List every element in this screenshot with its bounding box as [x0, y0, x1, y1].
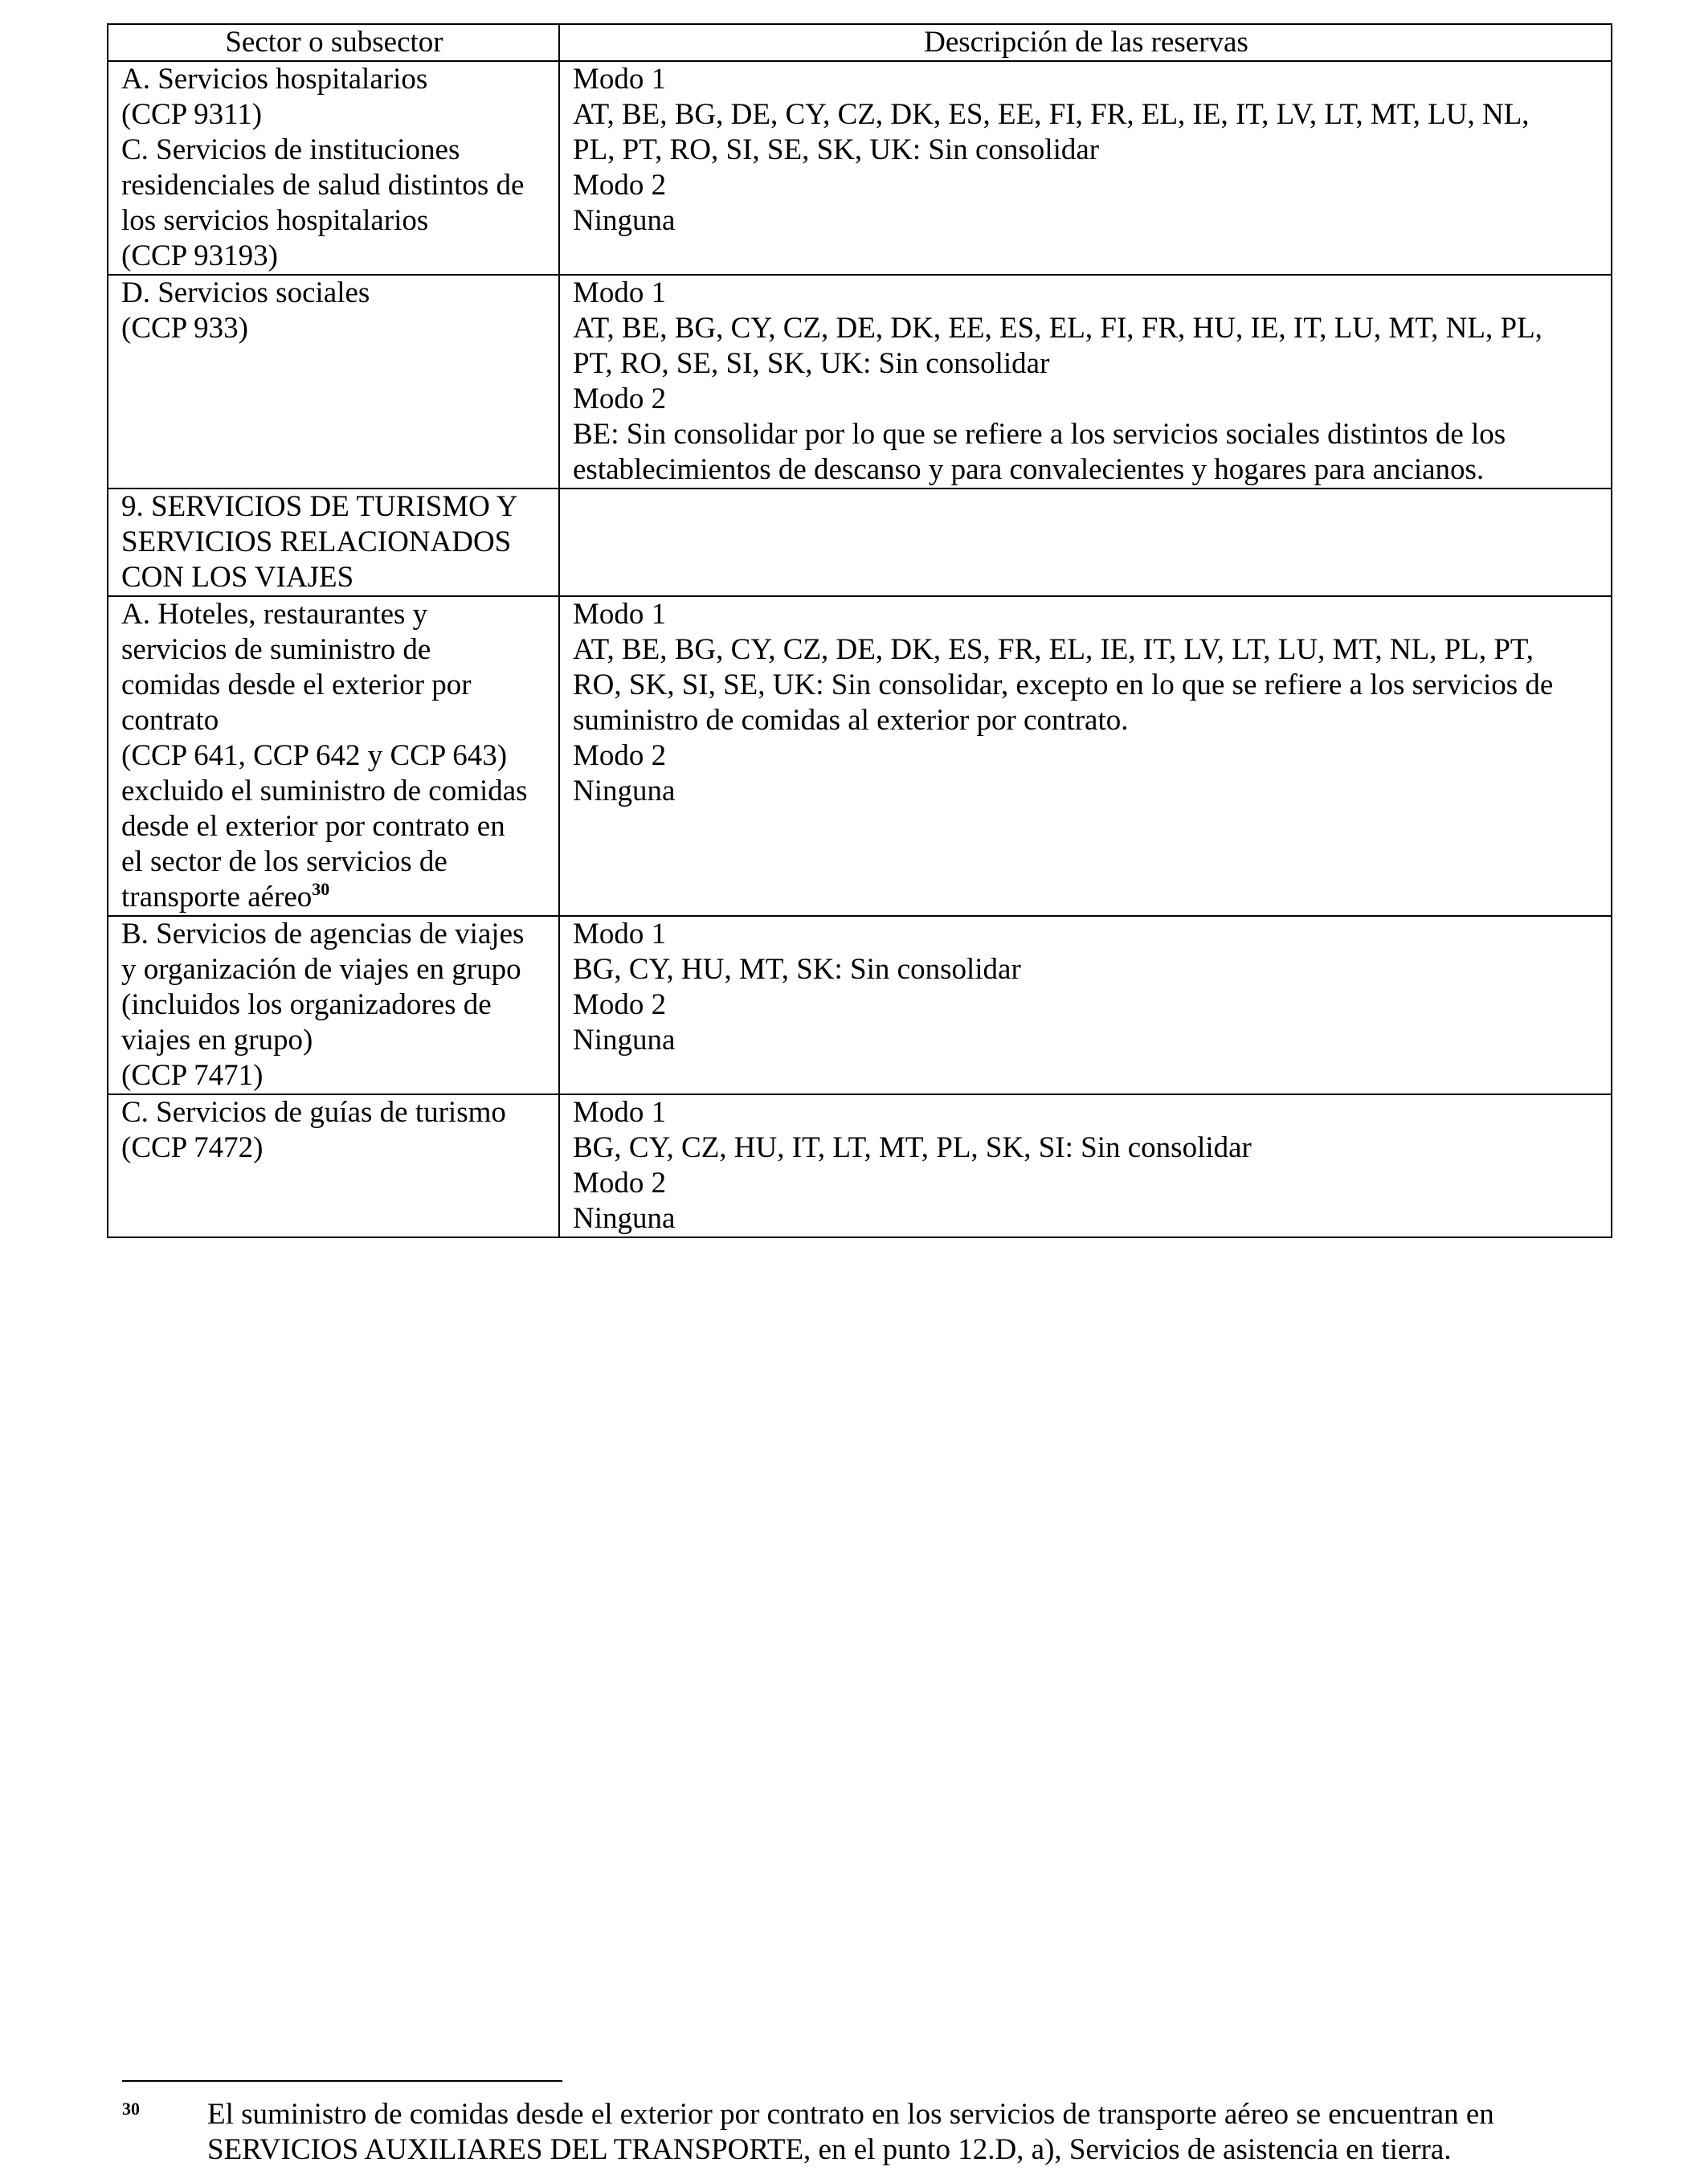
sector-line: excluido el suministro de comidas [121, 775, 528, 807]
sector-line: C. Servicios de instituciones [121, 133, 460, 166]
sector-line: B. Servicios de agencias de viajes [121, 918, 525, 950]
description-line: Modo 1 [573, 276, 667, 309]
footnote-text [207, 2097, 1608, 2168]
description-cell-empty [559, 489, 1612, 596]
table-row [108, 916, 1612, 1094]
sector-line-with-footnote [121, 880, 547, 915]
sector-line: residenciales de salud distintos de [121, 169, 525, 202]
description-line: Modo 1 [573, 598, 667, 631]
sector-cell [108, 61, 559, 275]
table-row [108, 1094, 1612, 1237]
description-line: Modo 1 [573, 63, 667, 96]
table-row-section [108, 489, 1612, 596]
sector-line: comidas desde el exterior por [121, 668, 472, 701]
description-line: Modo 1 [573, 1096, 667, 1129]
footnote-number: 30 [122, 2099, 140, 2119]
description-line: BG, CY, CZ, HU, IT, LT, MT, PL, SK, SI: Sin consolidar [573, 1131, 1252, 1164]
description-line: establecimientos de descanso y para convalecientes y hogares para ancianos. [573, 453, 1485, 486]
description-line: Modo 2 [573, 988, 667, 1021]
sector-line: 9. SERVICIOS DE TURISMO Y [121, 490, 518, 523]
description-line: PL, PT, RO, SI, SE, SK, UK: Sin consolidar [573, 133, 1100, 166]
description-line: Modo 2 [573, 169, 667, 202]
footnote-line: SERVICIOS AUXILIARES DEL TRANSPORTE, en el punto 12.D, a), Servicios de asistencia en tierra. [207, 2133, 1452, 2166]
sector-line: (incluidos los organizadores de [121, 988, 492, 1021]
description-line: Modo 2 [573, 1167, 667, 1200]
description-line: Modo 2 [573, 739, 667, 772]
sector-line: viajes en grupo) [121, 1024, 313, 1057]
sector-line: los servicios hospitalarios [121, 204, 429, 237]
sector-line: el sector de los servicios de [121, 845, 447, 878]
description-cell [559, 596, 1612, 916]
sector-cell [108, 596, 559, 916]
description-line: AT, BE, BG, CY, CZ, DE, DK, EE, ES, EL, FI, FR, HU, IE, IT, LU, MT, NL, PL, [573, 312, 1543, 345]
description-cell [559, 275, 1612, 489]
description-line: BE: Sin consolidar por lo que se refiere a los servicios sociales distintos de los [573, 418, 1506, 451]
table-row [108, 275, 1612, 489]
sector-line: (CCP 7471) [121, 1059, 264, 1092]
sector-cell [108, 275, 559, 489]
sector-line: (CCP 933) [121, 312, 248, 345]
sector-line: CON LOS VIAJES [121, 561, 354, 594]
sector-cell [108, 489, 559, 596]
description-cell [559, 1094, 1612, 1237]
sector-line-text: transporte aéreo [121, 881, 313, 914]
sector-cell [108, 1094, 559, 1237]
description-line: Modo 1 [573, 918, 667, 950]
sector-line: (CCP 93193) [121, 239, 278, 272]
description-cell [559, 916, 1612, 1094]
footnote-line: El suministro de comidas desde el exterior por contrato en los servicios de transporte aéreo se encuentran en [207, 2098, 1494, 2131]
footnote-reference[interactable]: 30 [312, 879, 330, 899]
description-line: Modo 2 [573, 382, 667, 415]
sector-line: A. Servicios hospitalarios [121, 63, 428, 96]
sector-line: D. Servicios sociales [121, 276, 370, 309]
sector-line: (CCP 641, CCP 642 y CCP 643) [121, 739, 508, 772]
description-line: Ninguna [573, 775, 676, 807]
sector-line: C. Servicios de guías de turismo [121, 1096, 506, 1129]
description-line: suministro de comidas al exterior por contrato. [573, 704, 1129, 737]
sector-line: y organización de viajes en grupo [121, 953, 521, 986]
description-line: AT, BE, BG, DE, CY, CZ, DK, ES, EE, FI, FR, EL, IE, IT, LV, LT, MT, LU, NL, [573, 98, 1530, 131]
reservations-table [107, 23, 1612, 1238]
table-row [108, 596, 1612, 916]
description-line: Ninguna [573, 1202, 676, 1235]
sector-line: servicios de suministro de [121, 633, 431, 666]
description-line: AT, BE, BG, CY, CZ, DE, DK, ES, FR, EL, IE, IT, LV, LT, LU, MT, NL, PL, PT, [573, 633, 1534, 666]
header-sector: Sector o subsector [108, 24, 559, 61]
sector-line: (CCP 9311) [121, 98, 263, 131]
sector-line: SERVICIOS RELACIONADOS [121, 525, 512, 558]
sector-line: (CCP 7472) [121, 1131, 264, 1164]
description-line: Ninguna [573, 1024, 676, 1057]
table-row [108, 61, 1612, 275]
header-description: Descripción de las reservas [559, 24, 1612, 61]
sector-cell [108, 916, 559, 1094]
description-cell [559, 61, 1612, 275]
sector-line: contrato [121, 704, 219, 737]
sector-line: desde el exterior por contrato en [121, 810, 505, 843]
sector-line: A. Hoteles, restaurantes y [121, 598, 428, 631]
description-line: RO, SK, SI, SE, UK: Sin consolidar, excepto en lo que se refiere a los servicios de [573, 668, 1554, 701]
table-header-row [108, 24, 1612, 61]
footnote-separator [122, 2080, 562, 2082]
description-line: BG, CY, HU, MT, SK: Sin consolidar [573, 953, 1021, 986]
description-line: PT, RO, SE, SI, SK, UK: Sin consolidar [573, 347, 1050, 380]
description-line: Ninguna [573, 204, 676, 237]
